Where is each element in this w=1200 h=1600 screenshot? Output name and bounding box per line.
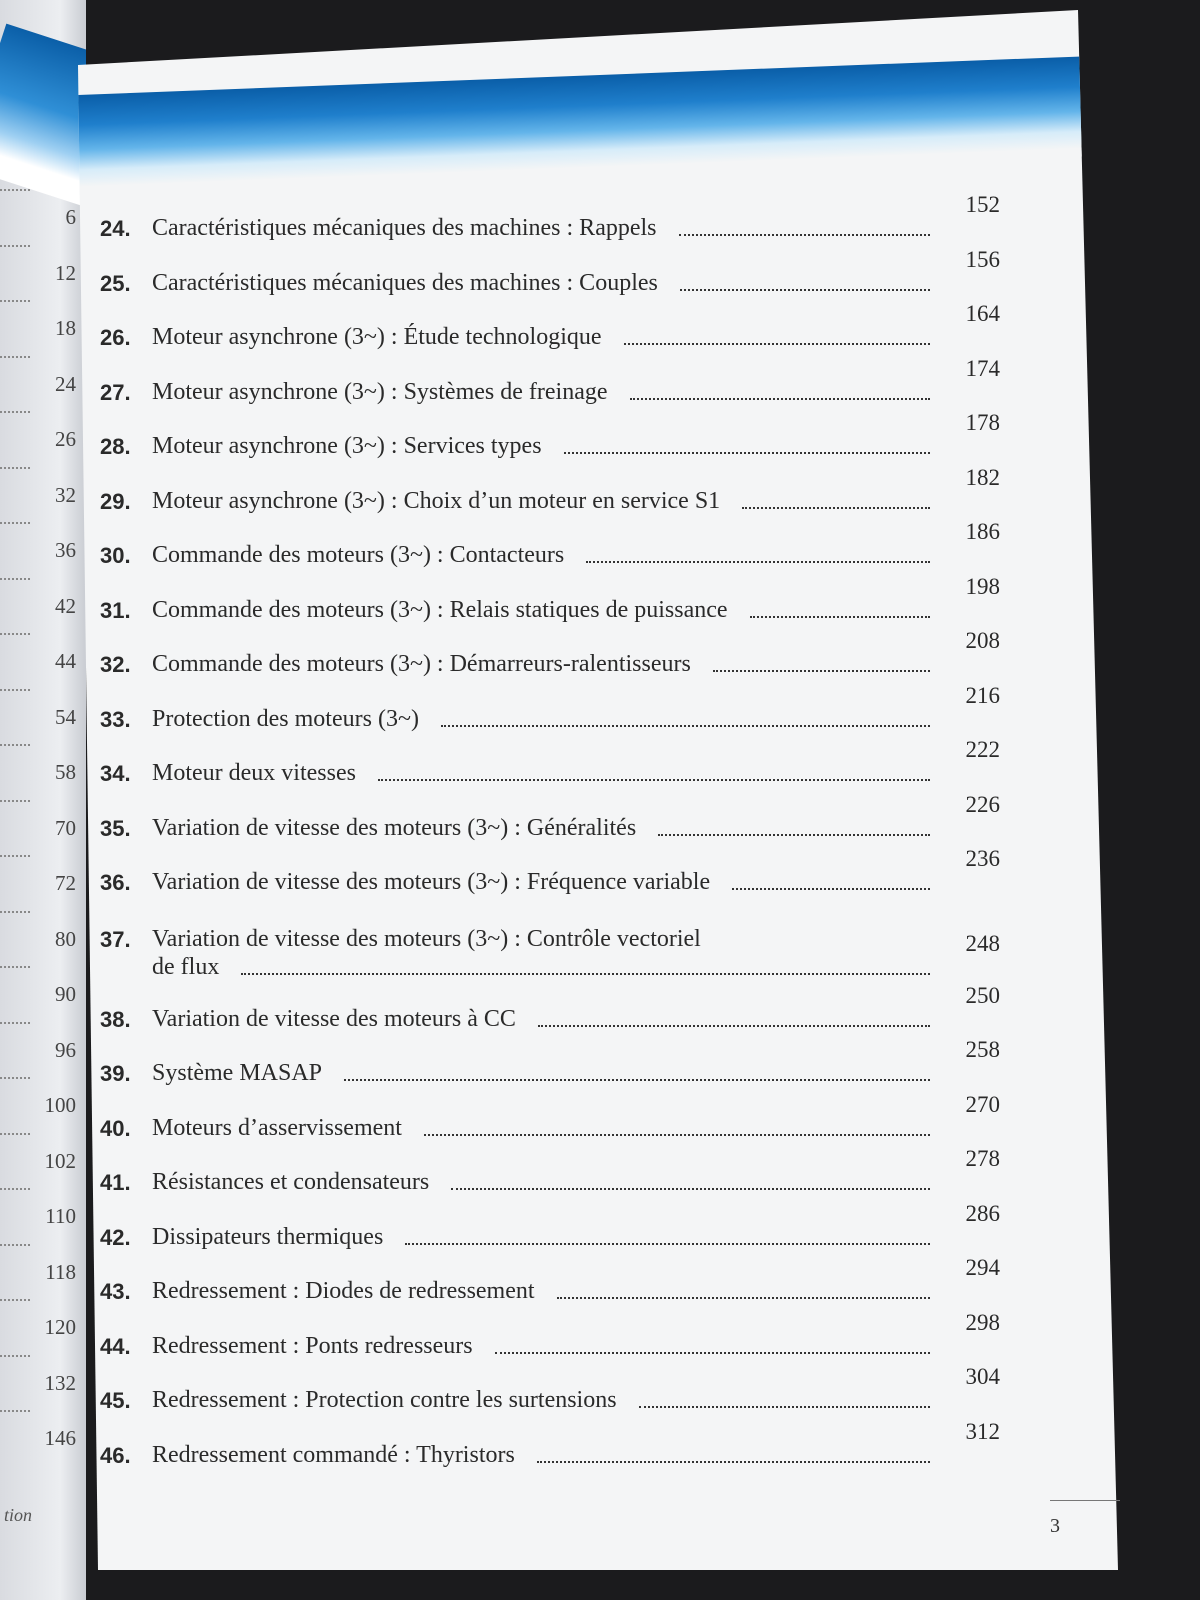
toc-dot-leader (557, 1297, 930, 1299)
toc-entry-title: Moteur asynchrone (3~) : Choix d’un moteur en service S1 (152, 487, 721, 514)
previous-page-leader (0, 578, 30, 580)
toc-entry-title: Redressement : Diodes de redressement (152, 1278, 535, 1304)
previous-page-leader (0, 189, 30, 191)
toc-entry-title: Commande des moteurs (3~) : Relais statiques de puissance (152, 596, 728, 623)
toc-entry-number: 38. (100, 1006, 131, 1032)
previous-page-leader (0, 300, 30, 302)
toc-entry-title: Redressement : Ponts redresseurs (152, 1332, 473, 1359)
toc-entry-number: 31. (100, 597, 131, 623)
toc-dot-leader (713, 670, 930, 672)
footer-rule (1050, 1500, 1120, 1501)
previous-page-leader (0, 467, 30, 469)
toc-dot-leader (564, 452, 930, 454)
toc-dot-leader (451, 1188, 930, 1190)
previous-page-leader (0, 1077, 30, 1079)
toc-entry-title: Résistances et condensateurs (152, 1169, 430, 1195)
previous-page-number: 118 (45, 1259, 76, 1284)
previous-page-number: 54 (55, 704, 76, 729)
previous-page-leader (0, 1022, 30, 1024)
toc-page-number: 304 (965, 1364, 1000, 1389)
toc-entry-title: Commande des moteurs (3~) : Démarreurs-ralentisseurs (152, 651, 691, 677)
previous-page-leader (0, 1410, 30, 1412)
previous-page-number: 80 (55, 926, 76, 951)
toc-entry-title: Dissipateurs thermiques (152, 1223, 384, 1250)
toc-entry[interactable] (100, 1417, 1000, 1471)
toc-dot-leader (750, 616, 930, 618)
toc-entry[interactable] (100, 572, 1000, 626)
previous-page-footer: tion (4, 1505, 33, 1525)
toc-entry[interactable] (100, 735, 1000, 789)
toc-dot-leader (679, 234, 930, 236)
previous-page-leader (0, 911, 30, 913)
previous-page-number: 72 (55, 871, 76, 895)
previous-page-number: 32 (55, 482, 76, 507)
previous-page-leader (0, 522, 30, 524)
previous-page-number: 110 (45, 1204, 76, 1228)
toc-page-number: 178 (965, 410, 1000, 435)
toc-entry-number: 43. (100, 1279, 131, 1304)
previous-page-number: 12 (55, 260, 76, 285)
toc-page-number: 236 (965, 846, 1000, 871)
previous-page-number: 42 (55, 593, 76, 618)
toc-entry-title-continued: de flux (152, 953, 220, 980)
toc-dot-leader (732, 888, 930, 890)
toc-entry[interactable] (100, 844, 1000, 898)
previous-page-leader (0, 411, 30, 413)
toc-entry[interactable] (100, 354, 1000, 408)
toc-entry[interactable] (100, 190, 1000, 244)
toc-entry-number: 24. (100, 216, 131, 241)
toc-entry-title: Variation de vitesse des moteurs (3~) : Contrôle vectoriel (152, 925, 701, 952)
previous-page-number: 100 (44, 1093, 76, 1117)
previous-page-leader (0, 800, 30, 802)
toc-entry-number: 41. (100, 1170, 131, 1195)
toc-entry[interactable] (100, 517, 1000, 571)
toc-entry-title: Variation de vitesse des moteurs (3~) : Fréquence variable (152, 869, 711, 895)
toc-entry-number: 27. (100, 379, 131, 405)
previous-page-leader (0, 1244, 30, 1246)
toc-entry[interactable] (100, 790, 1000, 844)
toc-page-number: 174 (965, 355, 1000, 381)
toc-entry-title: Moteur asynchrone (3~) : Étude technologique (152, 324, 602, 350)
previous-page-number: 26 (55, 427, 76, 451)
toc-entry-title: Redressement commandé : Thyristors (152, 1441, 515, 1468)
toc-entry-number: 40. (100, 1115, 131, 1141)
toc-entry-title: Redressement : Protection contre les surtensions (152, 1387, 617, 1413)
toc-entry-number: 44. (100, 1333, 131, 1359)
toc-dot-leader (624, 343, 930, 345)
toc-entry-number: 37. (100, 926, 131, 952)
toc-dot-leader (441, 725, 930, 727)
toc-dot-leader (658, 834, 930, 836)
toc-entry[interactable] (100, 408, 1000, 462)
toc-page-number: 248 (965, 930, 1000, 956)
toc-page-number: 156 (965, 246, 1000, 272)
toc-page-number: 258 (965, 1037, 1000, 1062)
toc-entry-number: 36. (100, 870, 131, 895)
previous-page-number: 70 (55, 815, 76, 840)
toc-dot-leader (742, 507, 930, 509)
previous-page-number: 6 (65, 205, 76, 229)
previous-page-leader (0, 966, 30, 968)
previous-page-leader (0, 1133, 30, 1135)
header-band (78, 54, 1138, 195)
previous-page-number: 58 (55, 760, 76, 784)
toc-entry-number: 35. (100, 815, 131, 841)
previous-page-number: 96 (55, 1037, 76, 1062)
previous-page-number: 90 (55, 982, 76, 1006)
toc-page-number: 250 (965, 982, 1000, 1008)
toc-entry[interactable] (100, 245, 1000, 299)
previous-page-leader (0, 1188, 30, 1190)
toc-entry-title: Système MASAP (152, 1060, 323, 1086)
toc-dot-leader (680, 289, 930, 291)
toc-entry[interactable] (100, 1035, 1000, 1089)
toc-entry[interactable] (100, 981, 1000, 1035)
toc-page-number: 312 (965, 1418, 1000, 1444)
toc-entry[interactable] (100, 899, 1000, 983)
toc-dot-leader (630, 398, 930, 400)
toc-entry-number: 32. (100, 652, 131, 677)
toc-dot-leader (378, 779, 930, 781)
toc-entry[interactable] (100, 1144, 1000, 1198)
toc-page-number: 208 (965, 628, 1000, 653)
toc-entry-title: Protection des moteurs (3~) (152, 705, 419, 732)
toc-dot-leader (639, 1406, 930, 1408)
previous-page-leader (0, 689, 30, 691)
previous-page-number: 146 (44, 1426, 76, 1450)
toc-entry-number: 46. (100, 1442, 131, 1468)
toc-page-number: 270 (965, 1091, 1000, 1117)
toc-entry[interactable] (100, 1199, 1000, 1253)
toc-entry-number: 34. (100, 761, 131, 786)
toc-entry-title: Commande des moteurs (3~) : Contacteurs (152, 542, 565, 568)
toc-dot-leader (405, 1243, 930, 1245)
toc-page-number: 294 (965, 1255, 1000, 1280)
toc-dot-leader (538, 1025, 930, 1027)
toc-entry-title: Moteur deux vitesses (152, 760, 356, 786)
toc-entry[interactable] (100, 681, 1000, 735)
toc-page-number: 286 (965, 1200, 1000, 1226)
toc-entry[interactable] (100, 1362, 1000, 1416)
previous-page-number: 120 (44, 1315, 76, 1339)
toc-dot-leader (495, 1352, 930, 1354)
previous-page-leader (0, 744, 30, 746)
toc-entry[interactable] (100, 1090, 1000, 1144)
toc-page-number: 164 (965, 301, 1000, 326)
toc-entry[interactable] (100, 463, 1000, 517)
toc-page-number: 216 (965, 682, 1000, 708)
toc-entry-title: Moteur asynchrone (3~) : Systèmes de freinage (152, 378, 608, 405)
toc-dot-leader (586, 561, 930, 563)
previous-page-leader (0, 1299, 30, 1301)
toc-entry[interactable] (100, 626, 1000, 680)
toc-entry[interactable] (100, 299, 1000, 353)
previous-page-number: 132 (44, 1370, 76, 1395)
toc-page-number: 222 (965, 737, 1000, 762)
toc-page-number: 186 (965, 519, 1000, 544)
toc-page-number: 278 (965, 1146, 1000, 1171)
toc-entry[interactable] (100, 1308, 1000, 1362)
toc-entry-title: Variation de vitesse des moteurs à CC (152, 1005, 516, 1032)
toc-entry-number: 28. (100, 434, 131, 459)
toc-entry-title: Caractéristiques mécaniques des machines : Rappels (152, 215, 657, 241)
toc-entry[interactable] (100, 1253, 1000, 1307)
previous-page-number: 36 (55, 538, 76, 562)
toc-entry-number: 30. (100, 543, 131, 568)
toc-page-number: 298 (965, 1309, 1000, 1335)
toc-dot-leader (241, 973, 930, 975)
toc-entry-title: Moteurs d’asservissement (152, 1114, 402, 1141)
toc-entry-title: Caractéristiques mécaniques des machines : Couples (152, 269, 658, 296)
toc-entry-number: 42. (100, 1224, 131, 1250)
toc-entry-number: 39. (100, 1061, 131, 1086)
page-folio: 3 (1050, 1515, 1060, 1537)
toc-dot-leader (537, 1461, 930, 1463)
previous-page-band (0, 24, 86, 207)
previous-page-leader (0, 1355, 30, 1357)
previous-page-number: 102 (44, 1148, 76, 1173)
toc-entry-number: 25. (100, 270, 131, 296)
previous-page-number: 44 (55, 649, 76, 673)
previous-page-leader (0, 356, 30, 358)
toc-entry-number: 29. (100, 488, 131, 514)
toc-entry-title: Moteur asynchrone (3~) : Services types (152, 433, 542, 459)
previous-page-leader (0, 245, 30, 247)
toc-page-number: 226 (965, 791, 1000, 817)
toc-entry-number: 26. (100, 325, 131, 350)
previous-page-leader (0, 633, 30, 635)
toc-entry-number: 33. (100, 706, 131, 732)
toc-page-number: 182 (965, 464, 1000, 490)
previous-page-number: 18 (55, 316, 76, 340)
previous-page-leader (0, 855, 30, 857)
toc-entry-number: 45. (100, 1388, 131, 1413)
previous-page (0, 0, 86, 1600)
toc-dot-leader (344, 1079, 930, 1081)
toc-page-number: 198 (965, 573, 1000, 599)
toc-entry-title: Variation de vitesse des moteurs (3~) : Généralités (152, 814, 637, 841)
toc-dot-leader (424, 1134, 930, 1136)
toc-page-number: 152 (965, 192, 1000, 217)
previous-page-number: 24 (55, 371, 76, 396)
